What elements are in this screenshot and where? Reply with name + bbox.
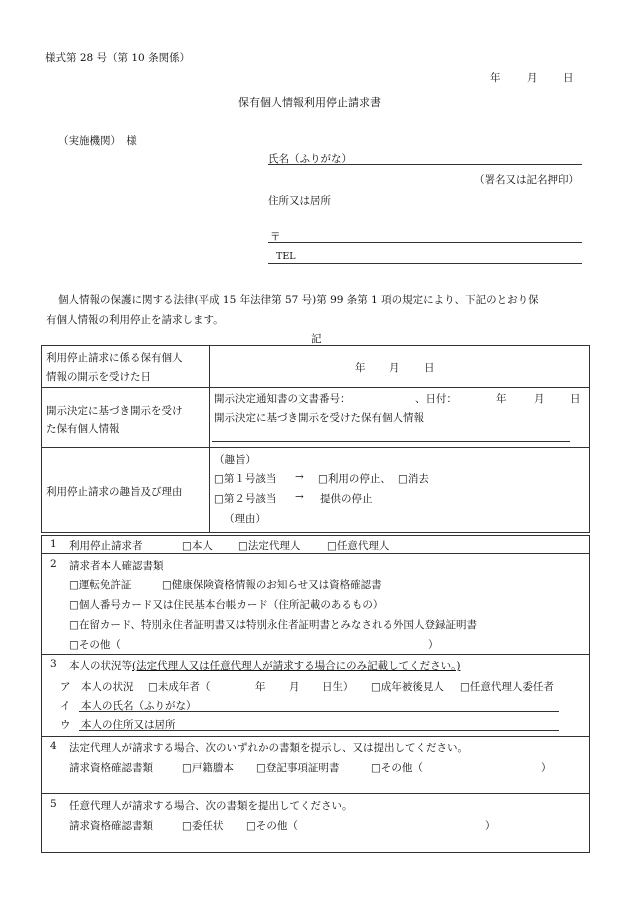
- checkbox-icon[interactable]: [148, 681, 158, 693]
- checkbox-icon[interactable]: [182, 540, 192, 552]
- name-label: 氏名（ふりがな）: [268, 153, 352, 165]
- s2-license-option[interactable]: □ 運転免許証: [69, 577, 131, 592]
- header-date-month: 月: [527, 72, 538, 84]
- row2-date: 、日付：: [415, 393, 457, 405]
- checkbox-icon[interactable]: [256, 762, 266, 774]
- s1-legal-option[interactable]: □ 法定代理人: [238, 538, 300, 553]
- checkbox-icon[interactable]: [69, 619, 79, 631]
- s1-self-option[interactable]: □ 本人: [182, 538, 213, 553]
- arrow-icon: →: [295, 491, 304, 503]
- reason-header: （理由）: [224, 513, 266, 525]
- checkbox-icon[interactable]: [182, 762, 192, 774]
- stop-provision-label: 提供の停止: [320, 493, 373, 505]
- row2-info: 開示決定に基づき開示を受けた保有個人情報: [214, 412, 424, 424]
- tel-label: TEL: [276, 251, 296, 262]
- s5-proxy-option[interactable]: □ 委任状: [182, 818, 223, 833]
- s3-label: 本人の状況等(法定代理人又は任意代理人が請求する場合にのみ記載してください。): [69, 660, 461, 672]
- s1-num: 1: [50, 538, 57, 550]
- header-date-year: 年: [490, 72, 501, 84]
- purpose-option-2[interactable]: □ 第２号該当: [214, 491, 276, 506]
- checkbox-icon[interactable]: [69, 639, 79, 651]
- s4-other-option[interactable]: □ その他（: [371, 760, 423, 775]
- row1-label-1: 利用停止請求に係る保有個人: [46, 352, 183, 364]
- s2-other-option[interactable]: □ その他（: [69, 637, 121, 652]
- recipient: （実施機関） 様: [58, 135, 137, 147]
- row1-day: 日: [424, 362, 435, 374]
- row2-label-1: 開示決定に基づき開示を受け: [46, 405, 183, 417]
- s1-voluntary-option[interactable]: □ 任意代理人: [327, 538, 389, 553]
- section-line: [41, 736, 589, 737]
- checkbox-icon[interactable]: [460, 681, 470, 693]
- s3-address-field[interactable]: [79, 730, 559, 731]
- row1-year: 年: [355, 362, 366, 374]
- s4-docs-label: 請求資格確認書類: [69, 762, 153, 774]
- checkbox-icon[interactable]: [214, 493, 224, 505]
- s5-other-close: ）: [485, 820, 496, 832]
- checkbox-icon[interactable]: [162, 579, 172, 591]
- body-line-2: 有個人情報の利用停止を請求します。: [46, 314, 224, 326]
- s5-docs-label: 請求資格確認書類: [69, 820, 153, 832]
- checkbox-icon[interactable]: [327, 540, 337, 552]
- s3-name-field[interactable]: [79, 711, 559, 712]
- s4-label: 法定代理人が請求する場合、次のいずれかの書類を提示し、又は提出してください。: [69, 742, 468, 754]
- name-field[interactable]: [268, 164, 582, 165]
- row2-month: 月: [534, 393, 545, 405]
- s1-label: 利用停止請求者: [69, 540, 143, 552]
- s3-birth-day: 日生）: [322, 681, 354, 693]
- erase-option[interactable]: □ 消去: [398, 471, 429, 486]
- s4-num: 4: [50, 740, 57, 752]
- s3-minor-option[interactable]: □ 未成年者（: [148, 679, 210, 694]
- row2-doc-no: 開示決定通知書の文書番号：: [214, 393, 351, 405]
- checkbox-icon[interactable]: [238, 540, 248, 552]
- row1-label-2: 情報の開示を受けた日: [46, 371, 151, 383]
- checkbox-icon[interactable]: [371, 681, 381, 693]
- s2-other-close: ）: [428, 639, 439, 651]
- section-line: [41, 793, 589, 794]
- section-line: [41, 553, 589, 554]
- s3-delegator-option[interactable]: □ 任意代理人委任者: [460, 679, 554, 694]
- s4-koseki-option[interactable]: □ 戸籍謄本: [182, 760, 234, 775]
- s5-num: 5: [50, 798, 57, 810]
- address-field[interactable]: [268, 242, 582, 243]
- checkbox-icon[interactable]: [246, 820, 256, 832]
- body-line-1: 個人情報の保護に関する法律(平成 15 年法律第 57 号)第 99 条第 1 項の規定により、下記のとおり保: [58, 294, 539, 306]
- section-line: [41, 654, 589, 655]
- checkbox-icon[interactable]: [69, 599, 79, 611]
- arrow-icon: →: [295, 471, 304, 483]
- checkbox-icon[interactable]: [214, 473, 224, 485]
- row3-label: 利用停止請求の趣旨及び理由: [46, 486, 183, 498]
- ki-label: 記: [311, 333, 322, 345]
- stop-use-option[interactable]: □ 利用の停止、: [318, 471, 391, 486]
- row2-day: 日: [570, 393, 581, 405]
- table-row-line: [41, 447, 589, 448]
- s5-other-option[interactable]: □ その他（: [246, 818, 298, 833]
- table-row-line: [41, 387, 589, 388]
- s3-birth-year: 年: [255, 681, 266, 693]
- address-label: 住所又は居所: [268, 195, 331, 207]
- s3-u-mark: ウ: [60, 719, 71, 731]
- table-divider: [209, 345, 210, 532]
- s3-a-mark: ア: [60, 681, 71, 693]
- s3-u-label: 本人の住所又は居所: [81, 719, 176, 731]
- checkbox-icon[interactable]: [371, 762, 381, 774]
- seal-note: （署名又は記名押印）: [474, 174, 579, 186]
- row1-month: 月: [389, 362, 400, 374]
- s3-i-mark: イ: [60, 700, 71, 712]
- s2-mynumber-option[interactable]: □ 個人番号カード又は住民基本台帳カード（住所記載のあるもの）: [69, 597, 383, 612]
- s3-a-label: 本人の状況: [81, 681, 134, 693]
- s3-birth-month: 月: [289, 681, 300, 693]
- checkbox-icon[interactable]: [398, 473, 408, 485]
- checkbox-icon[interactable]: [69, 579, 79, 591]
- row2-info-field[interactable]: [212, 441, 570, 442]
- s2-label: 請求者本人確認書類: [69, 560, 164, 572]
- s4-other-close: ）: [541, 762, 552, 774]
- s3-num: 3: [50, 658, 57, 670]
- tel-field[interactable]: [268, 263, 582, 264]
- form-number: 様式第 28 号（第 10 条関係）: [45, 52, 191, 64]
- postal-mark: 〒: [270, 231, 281, 243]
- row2-year: 年: [496, 393, 507, 405]
- purpose-option-1[interactable]: □ 第１号該当: [214, 471, 276, 486]
- purpose-header: （趣旨）: [214, 454, 256, 466]
- s2-insurance-option[interactable]: □ 健康保険資格情報のお知らせ又は資格確認書: [162, 577, 382, 592]
- page-title: 保有個人情報利用停止請求書: [238, 96, 381, 109]
- row2-label-2: た保有個人情報: [46, 423, 120, 435]
- checkbox-icon[interactable]: [318, 473, 328, 485]
- checkbox-icon[interactable]: [182, 820, 192, 832]
- s4-registry-option[interactable]: □ 登記事項証明書: [256, 760, 339, 775]
- s2-residence-card-option[interactable]: □ 在留カード、特別永住者証明書又は特別永住者証明書とみなされる外国人登録証明書: [69, 617, 477, 632]
- s3-adult-ward-option[interactable]: □ 成年被後見人: [371, 679, 444, 694]
- header-date-day: 日: [563, 72, 574, 84]
- s5-label: 任意代理人が請求する場合、次の書類を提出してください。: [69, 800, 353, 812]
- s2-num: 2: [50, 558, 57, 570]
- s3-label-note: (法定代理人又は任意代理人が請求する場合にのみ記載してください。): [132, 660, 461, 672]
- s3-i-label: 本人の氏名（ふりがな）: [81, 700, 197, 712]
